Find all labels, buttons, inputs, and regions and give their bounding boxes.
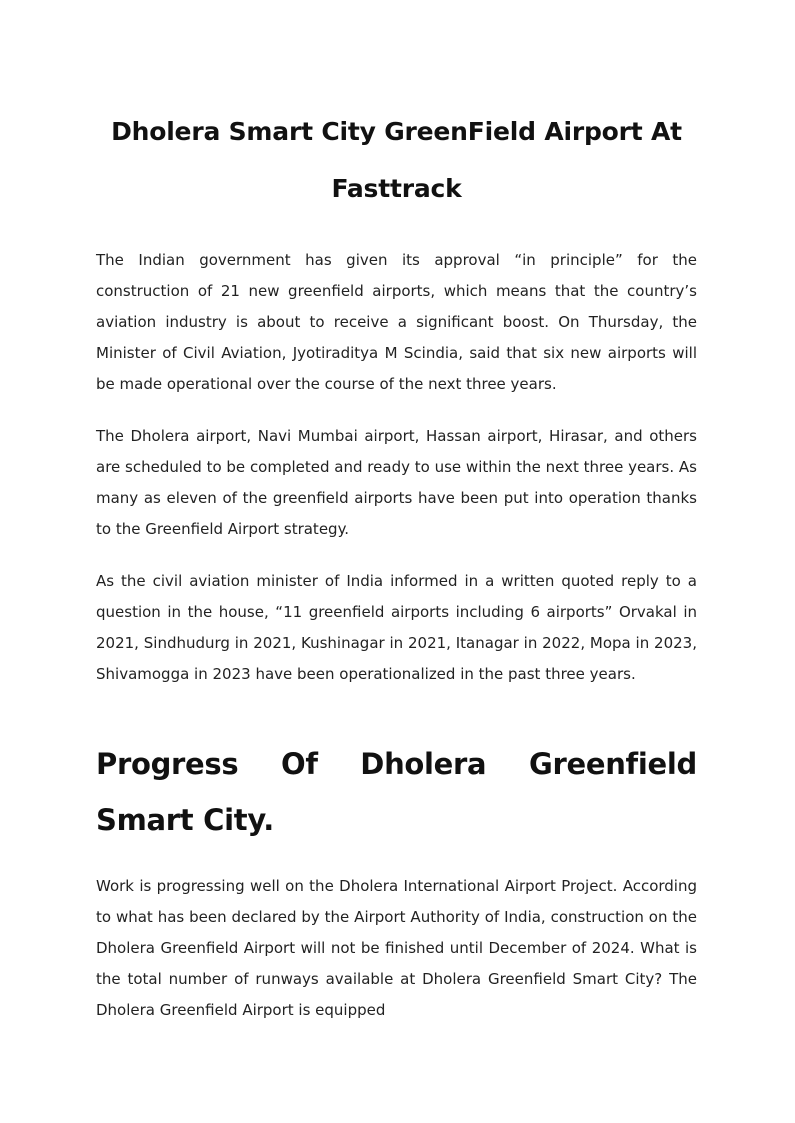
intro-paragraph: The Indian government has given its approval “in principle” for the construction of 21 new greenfield airports, which means that the country’s aviation industry is about to receive a significant boost. On Thursday, the Minister of Civil Aviation, Jyotiraditya M Scindia, said that six new airports will be made operational over the course of the next three years.	[96, 251, 697, 393]
airports-schedule-paragraph: The Dholera airport, Navi Mumbai airport, Hassan airport, Hirasar, and others are scheduled to be completed and ready to use within the next three years. As many as eleven of the greenfield airports have been put into operation thanks to the Greenfield Airport strategy.	[96, 427, 697, 538]
page-title: Dholera Smart City GreenField Airport At Fasttrack	[111, 117, 682, 203]
section-heading: Progress Of Dholera Greenfield Smart City.	[96, 747, 697, 837]
progress-paragraph: Work is progressing well on the Dholera International Airport Project. According to what has been declared by the Airport Authority of India, construction on the Dholera Greenfield Airport will not be finished until December of 2024. What is the total number of runways available at Dholera Greenfield Smart City? The Dholera Greenfield Airport is equipped	[96, 877, 697, 1019]
minister-reply-paragraph: As the civil aviation minister of India informed in a written quoted reply to a question in the house, “11 greenfield airports including 6 airports” Orvakal in 2021, Sindhudurg in 2021, Kushinagar in 2021, Itanagar in 2022, Mopa in 2023, Shivamogga in 2023 have been operationalized in the past three years.	[96, 572, 697, 683]
